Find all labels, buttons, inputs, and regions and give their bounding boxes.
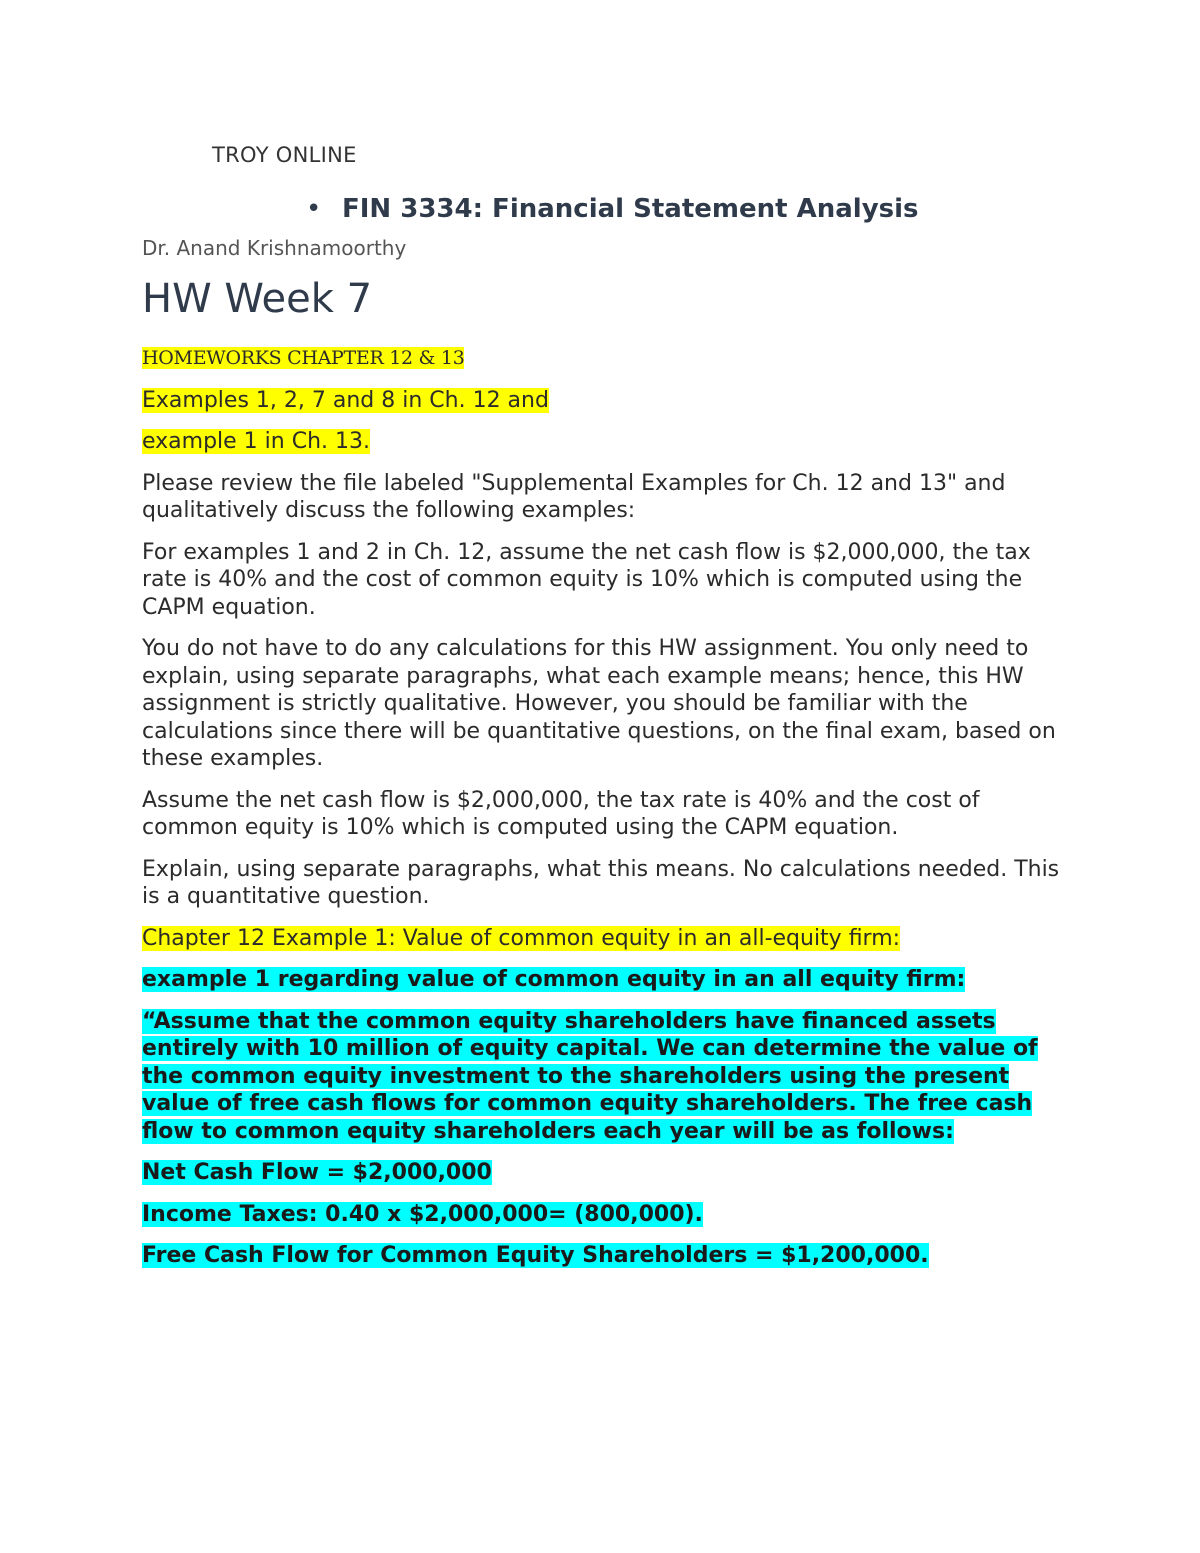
body-paragraph-3: You do not have to do any calculations for this HW assignment. You only need to explain, using separate paragraphs, what each example means; hence, this HW assignment is strictly qualitative. However, you should be familiar with the calculations since there will be quantitative questions, on the final exam, based on these examples. [142,636,1056,771]
body-paragraph-5: Explain, using separate paragraphs, what this means. No calculations needed. This is a quantitative question. [142,856,1060,909]
body-paragraph-4: Assume the net cash flow is $2,000,000, the tax rate is 40% and the cost of common equity is 10% which is computed using the CAPM equation. [142,787,980,840]
page-title: HW Week 7 [142,276,373,322]
net-cash-flow-text: Net Cash Flow = $2,000,000 [142,1160,492,1185]
assignment-examples-line-2 [142,428,1062,456]
example-subheading-text: example 1 regarding value of common equity in an all equity firm: [142,967,966,992]
assignment-examples-line-1-text: Examples 1, 2, 7 and 8 in Ch. 12 and [142,387,549,413]
document-body [142,344,1062,1284]
assignment-examples-line-1 [142,387,1062,415]
body-paragraph-2: For examples 1 and 2 in Ch. 12, assume the net cash flow is $2,000,000, the tax rate is 40% and the cost of common equity is 10% which is computed using the CAPM equation. [142,539,1031,620]
income-taxes-text: Income Taxes: 0.40 x $2,000,000= (800,000). [142,1201,703,1227]
income-taxes-line [142,1201,1062,1229]
course-title: FIN 3334: Financial Statement Analysis [342,194,919,224]
free-cash-flow-line [142,1242,1062,1270]
assignment-examples-line-2-text: example 1 in Ch. 13. [142,429,371,454]
institution-name: TROY ONLINE [212,143,357,167]
free-cash-flow-text: Free Cash Flow for Common Equity Shareholders = $1,200,000. [142,1243,929,1268]
assignment-heading-text: HOMEWORKS CHAPTER 12 & 13 [142,347,465,369]
example-chapter-heading-text: Chapter 12 Example 1: Value of common equity in an all-equity firm: [142,925,901,951]
example-chapter-heading [142,925,1062,953]
net-cash-flow-line [142,1159,1062,1187]
course-title-line [306,194,919,224]
instructor-name: Dr. Anand Krishnamoorthy [142,236,407,260]
example-subheading [142,966,1062,994]
bullet-icon: • [306,194,322,224]
body-paragraph-1: Please review the file labeled "Supplemental Examples for Ch. 12 and 13" and qualitatively discuss the following examples: [142,470,1006,523]
example-quote-text: “Assume that the common equity shareholders have financed assets entirely with 10 million of equity capital. We can determine the value of the common equity investment to the shareholders using the present value of free cash flows for common equity shareholders. The free cash flow to common equity shareholders each year will be as follows: [142,1008,1038,1144]
example-quote [142,1008,1062,1146]
assignment-heading [142,344,1062,373]
